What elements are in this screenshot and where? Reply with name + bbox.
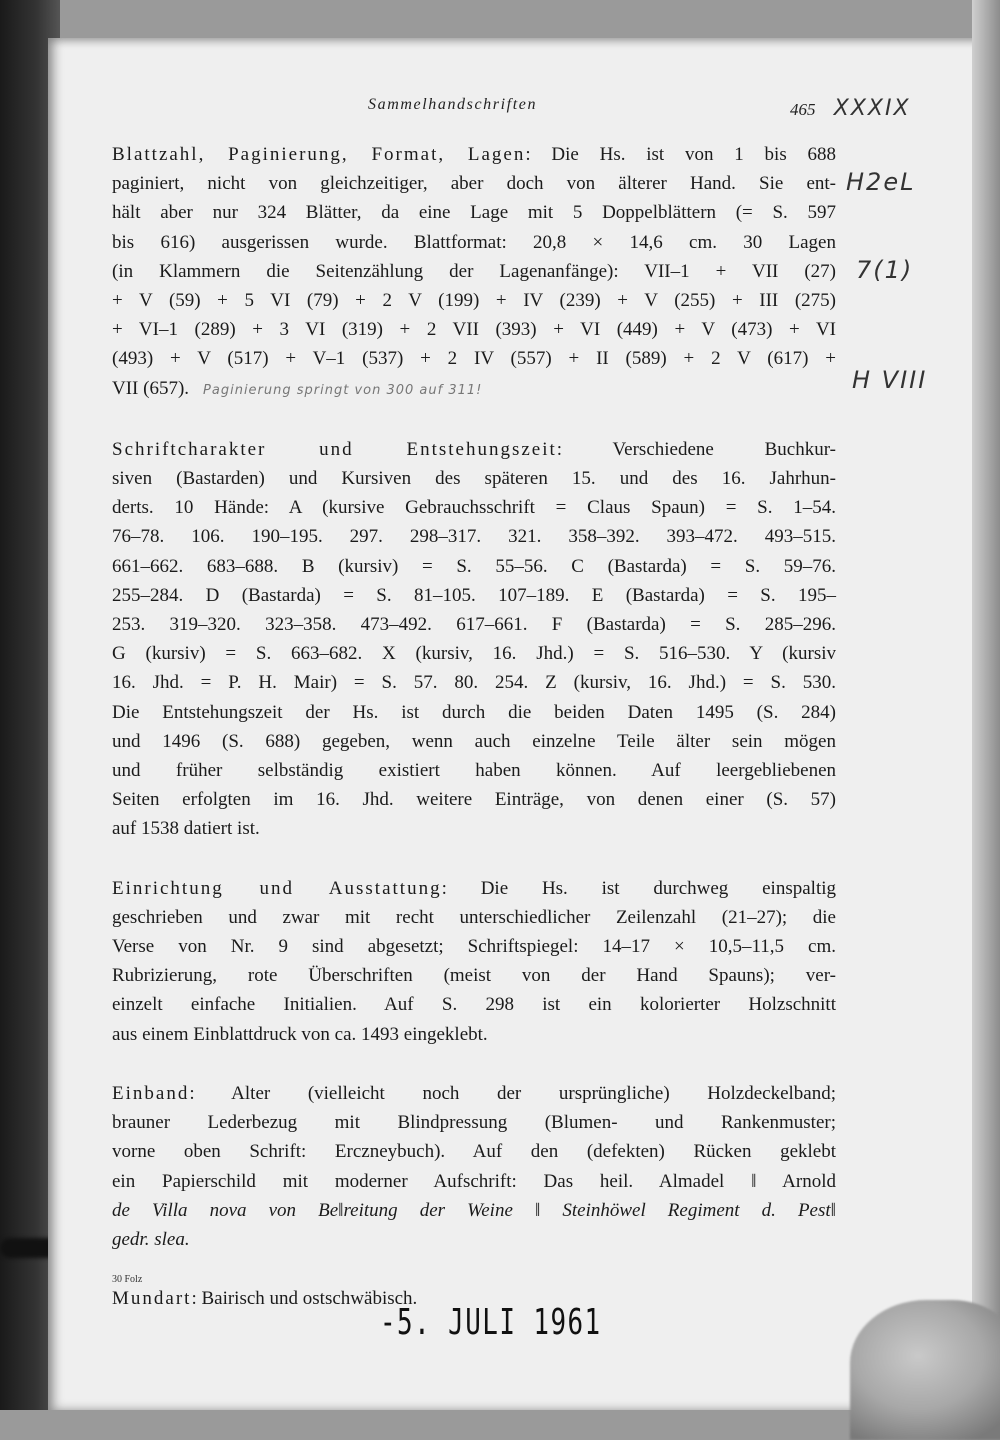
scanner-thumb bbox=[850, 1300, 1000, 1440]
text-line: gedr. slea. bbox=[112, 1228, 190, 1250]
paragraph-layout: Einrichtung und Ausstattung: Die Hs. ist durchweg einspaltig geschrieben und zwar mit recht unterschiedlicher Zeilenzahl (21–27); die Verse von Nr. 9 sind abgesetzt; Schriftspiegel: 14–17 × 10,5–11,5 cm. Rubrizierung, rote Überschriften (meist von der Hand Spauns); ver- einzelt einfache Initialien. Auf S. 298 ist ein kolorierter Holzschnitt aus einem Einblattdruck von ca. 1493 eingeklebt. bbox=[112, 874, 836, 1049]
page-number: 465 XXXIX bbox=[790, 96, 911, 121]
margin-note-2: 7(1) bbox=[856, 256, 914, 284]
paragraph-heading: Schriftcharakter und Entstehungszeit bbox=[112, 438, 557, 460]
signature-note: 30 Folz bbox=[112, 1274, 143, 1285]
text-line: Die Entstehungszeit der Hs. ist durch die beiden Daten 1495 (S. 284) bbox=[112, 701, 836, 723]
text-line: 253. 319–320. 323–358. 473–492. 617–661. F (Bastarda) = S. 285–296. bbox=[112, 614, 836, 636]
text-line: 76–78. 106. 190–195. 297. 298–317. 321. 358–392. 393–472. 493–515. bbox=[112, 526, 836, 548]
paragraph-binding: Einband: Alter (vielleicht noch der ursprüngliche) Holzdeckelband; brauner Lederbezug mit Blindpressung (Blumen- und Rankenmuster; vorne oben Schrift: Erczneybuch). Auf den (defekten) Rücken geklebt ein Papierschild mit moderner Aufschrift: Das heil. Almadel ‖ Arnold de Villa nova von Be‖reitung der Weine ‖ Steinhöwel Regiment d. Pest‖ gedr. slea. bbox=[112, 1079, 836, 1254]
text-line: Seiten erfolgten im 16. Jhd. weitere Einträge, von denen einer (S. 57) bbox=[112, 789, 836, 811]
text-line: (493) + V (517) + V–1 (537) + 2 IV (557) + II (589) + 2 V (617) + bbox=[112, 348, 836, 370]
text-line: VII (657). bbox=[112, 377, 190, 399]
text-line: (in Klammern die Seitenzählung der Lagenanfänge): VII–1 + VII (27) bbox=[112, 260, 836, 282]
document-body bbox=[112, 140, 836, 1343]
handwritten-roman-numeral: XXXIX bbox=[833, 96, 911, 121]
paragraph-heading: Einrichtung und Ausstattung bbox=[112, 877, 442, 899]
text-line: hält aber nur 324 Blätter, da eine Lage mit 5 Doppelblättern (= S. 597 bbox=[112, 202, 836, 224]
text-line: 16. Jhd. = P. H. Mair) = S. 57. 80. 254. Z (kursiv, 16. Jhd.) = S. 530. bbox=[112, 672, 836, 694]
paragraph-dialect: Mundart: Bairisch und ostschwäbisch. bbox=[112, 1288, 418, 1310]
paragraph-script: Schriftcharakter und Entstehungszeit: Verschiedene Buchkur- siven (Bastarden) und Kursiven des späteren 15. und des 16. Jahrhun- derts. 10 Hände: A (kursive Gebrauchsschrift = Claus Spaun) = S. 1–54. 76–78. 106. 190–195. 297. 298–317. 321. 358–392. 393–472. 493–515. 661–662. 683–688. B (kursiv) = S. 55–56. C (Bastarda) = S. 59–76. 255–284. D (Bastarda) = S. 81–105. 107–189. E (Bastarda) = S. 195– 253. 319–320. 323–358. 473–492. 617–661. F (Bastarda) = S. 285–296. G (kursiv) = S. 663–682. X (kursiv, 16. Jhd.) = S. 516–530. Y (kursiv 16. Jhd. = P. H. Mair) = S. 57. 80. 254. Z (kursiv, 16. Jhd.) = S. 530. Die Entstehungszeit der Hs. ist durch die beiden Daten 1495 (S. 284) und 1496 (S. 688) gegeben, wenn auch einzelne Teile älter sein mögen und früher selbständig existiert haben können. Auf leergebliebenen Seiten erfolgten im 16. Jhd. weitere Einträge, von denen einer (S. 57) auf 1538 datiert ist. bbox=[112, 435, 836, 844]
text-line: und früher selbständig existiert haben können. Auf leergebliebenen bbox=[112, 760, 836, 782]
scan-right-edge bbox=[972, 0, 1000, 1410]
text-line: + V (59) + 5 VI (79) + 2 V (199) + IV (239) + V (255) + III (275) bbox=[112, 290, 836, 312]
paragraph-heading: Mundart bbox=[112, 1288, 192, 1310]
text-line: geschrieben und zwar mit recht unterschiedlicher Zeilenzahl (21–27); die bbox=[112, 906, 836, 928]
text-line: G (kursiv) = S. 663–682. X (kursiv, 16. Jhd.) = S. 516–530. Y (kursiv bbox=[112, 643, 836, 665]
paragraph-heading: Einband bbox=[112, 1082, 190, 1104]
text-line: einzelt einfache Initialien. Auf S. 298 ist ein kolorierter Holzschnitt bbox=[112, 994, 836, 1016]
text-line: + VI–1 (289) + 3 VI (319) + 2 VII (393) + VI (449) + V (473) + VI bbox=[112, 319, 836, 341]
text-line: brauner Lederbezug mit Blindpressung (Blumen- und Rankenmuster; bbox=[112, 1112, 836, 1134]
text-line: vorne oben Schrift: Erczneybuch). Auf den (defekten) Rücken geklebt bbox=[112, 1141, 836, 1163]
text-line: Rubrizierung, rote Überschriften (meist von der Hand Spauns); ver- bbox=[112, 965, 836, 987]
text-line: paginiert, nicht von gleichzeitiger, aber doch von älterer Hand. Sie ent- bbox=[112, 173, 836, 195]
text-line: auf 1538 datiert ist. bbox=[112, 818, 260, 840]
text-line: 661–662. 683–688. B (kursiv) = S. 55–56. C (Bastarda) = S. 59–76. bbox=[112, 555, 836, 577]
margin-note-1: H2eL bbox=[846, 168, 916, 196]
text-line: bis 616) ausgerissen wurde. Blattformat: 20,8 × 14,6 cm. 30 Lagen bbox=[112, 231, 836, 253]
paragraph-collation: Blattzahl, Paginierung, Format, Lagen: Die Hs. ist von 1 bis 688 paginiert, nicht von gleichzeitiger, aber doch von älterer Hand. Sie ent- hält aber nur 324 Blätter, da eine Lage mit 5 Doppelblättern (= S. 597 bis 616) ausgerissen wurde. Blattformat: 20,8 × 14,6 cm. 30 Lagen (in Klammern die Seitenzählung der Lagenanfänge): VII–1 + VII (27) + V (59) + 5 VI (79) + 2 V (199) + IV (239) + V (255) + III (275) + VI–1 (289) + 3 VI (319) + 2 VII (393) + VI (449) + V (473) + VI (493) + V (517) + V–1 (537) + 2 IV (557) + II (589) + 2 V (617) + VII (657). Paginierung springt von 300 auf 311! bbox=[112, 144, 836, 399]
text-line: 255–284. D (Bastarda) = S. 81–105. 107–189. E (Bastarda) = S. 195– bbox=[112, 584, 836, 606]
text-line: de Villa nova von Be‖reitung der Weine ‖ Steinhöwel Regiment d. Pest‖ bbox=[112, 1199, 836, 1221]
date-stamp: -5. JULI 1961 bbox=[380, 1302, 602, 1343]
text-line: siven (Bastarden) und Kursiven des späteren 15. und des 16. Jahrhun- bbox=[112, 468, 836, 490]
text-line: und 1496 (S. 688) gegeben, wenn auch einzelne Teile älter sein mögen bbox=[112, 730, 836, 752]
margin-note-3: H VIII bbox=[852, 366, 928, 394]
paragraph-heading: Blattzahl, Paginierung, Format, Lagen bbox=[112, 144, 526, 165]
pencil-annotation: Paginierung springt von 300 auf 311! bbox=[203, 382, 483, 398]
text-line: aus einem Einblattdruck von ca. 1493 eingeklebt. bbox=[112, 1023, 488, 1045]
text-line: derts. 10 Hände: A (kursive Gebrauchsschrift = Claus Spaun) = S. 1–54. bbox=[112, 497, 836, 519]
text-line: ein Papierschild mit moderner Aufschrift: Das heil. Almadel ‖ Arnold bbox=[112, 1170, 836, 1192]
running-title: Sammelhandschriften bbox=[368, 96, 538, 113]
text-line: Verse von Nr. 9 sind abgesetzt; Schriftspiegel: 14–17 × 10,5–11,5 cm. bbox=[112, 936, 836, 958]
